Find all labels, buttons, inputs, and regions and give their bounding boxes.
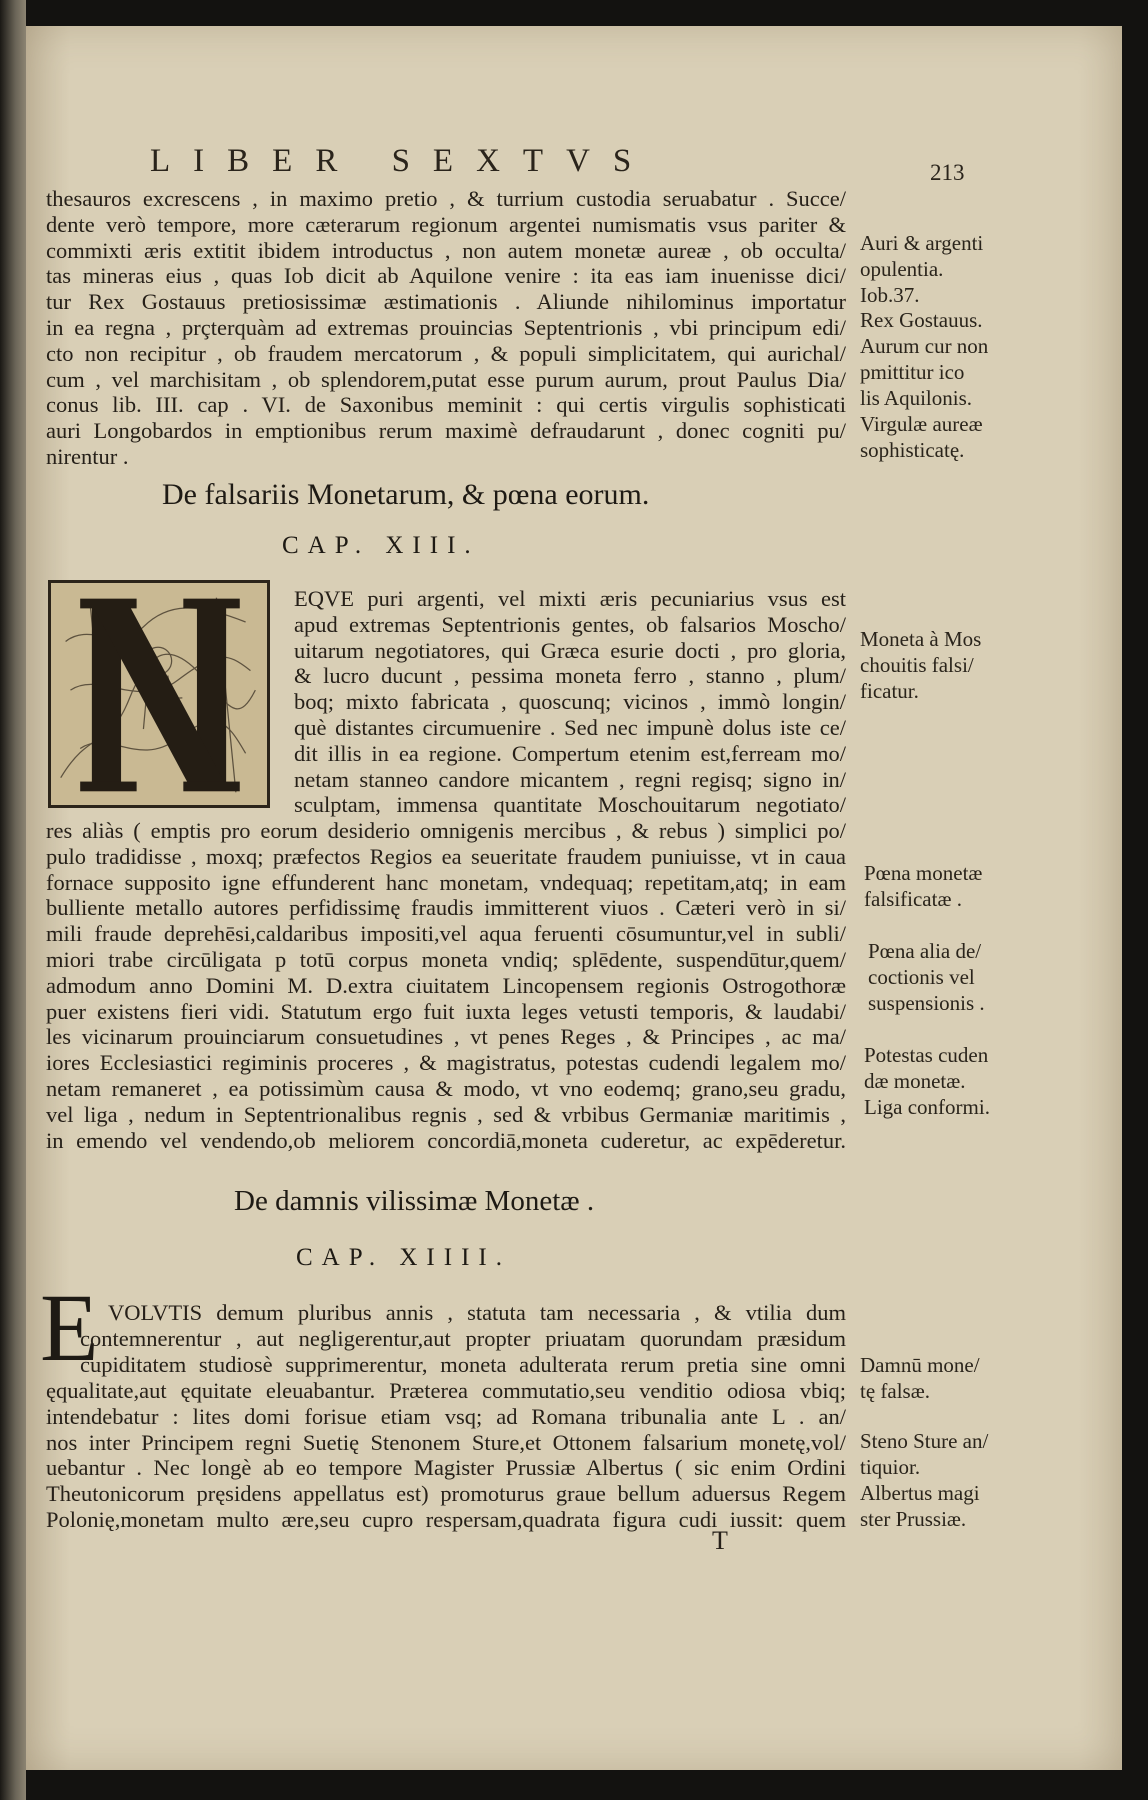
margin-note-line: Moneta à Mos xyxy=(860,627,982,651)
text-line: admodum anno Domini M. D.extra ciuitatem Lincopensem regionis Ostrogothoræ xyxy=(46,972,846,998)
text-line: pulo tradidisse , moxq; præfectos Regios ea seueritate fraudem puniuisse, vt in caua xyxy=(46,843,846,869)
folio-number: 213 xyxy=(930,160,965,185)
running-title: LIBER SEXTVS xyxy=(150,143,655,179)
margin-note xyxy=(868,938,1068,1016)
chapter-number-xiiii: CAP. XIIII. xyxy=(296,1244,511,1271)
margin-note xyxy=(860,626,1060,704)
margin-note-line: Liga conformi. xyxy=(864,1095,990,1119)
text-line: mili fraude deprehēsi,caldaribus impositi,vel aqua feruenti cōsumuntur,vel in subli/ xyxy=(46,921,846,947)
text-line: bulliente metallo autores perfidissimę fraudis immitterent viuos . Cæteri verò in si/ xyxy=(46,895,846,921)
text-line: cupiditatem studiosè supprimerentur, moneta adulterata rerum pretia sine omni xyxy=(80,1351,846,1377)
margin-note-line: tiquior. xyxy=(860,1455,921,1479)
text-line: cto non recipitur , ob fraudem mercatorum , & populi simplicitatem, qui aurichal/ xyxy=(46,340,846,366)
margin-note-line: sophisticatę. xyxy=(860,438,965,462)
margin-note-line: Auri & argenti xyxy=(860,231,984,255)
text-line: puer existens fieri vidi. Statutum ergo fuit iuxta leges vetusti temporis, & laudabi/ xyxy=(46,998,846,1024)
text-line: in ea regna , prçterquàm ad extremas prouincias Septentrionis , vbi principum edi/ xyxy=(46,314,846,340)
text-line: cum , vel marchisitam , ob splendorem,putat esse purum aurum, prout Paulus Dia/ xyxy=(46,366,846,392)
margin-note-line: tę falsæ. xyxy=(860,1379,930,1403)
margin-note-line: Albertus magi xyxy=(860,1481,980,1505)
margin-note-line: Rex Gostauus. xyxy=(860,308,983,332)
text-line: tur Rex Gostauus pretiosissimæ æstimationis . Aliunde nihilominus importatur xyxy=(46,289,846,315)
margin-note xyxy=(860,1428,1060,1480)
margin-note-line: chouitis falsi/ xyxy=(860,653,974,677)
text-line: nirentur . xyxy=(46,443,129,469)
margin-note-line: Virgulæ aureæ xyxy=(860,412,983,436)
text-line: contemnerentur , aut negligerentur,aut propter priuatam quorundam præsidum xyxy=(80,1326,846,1351)
margin-note xyxy=(860,282,1060,308)
text-line: netam remaneret , ea potissimùm causa & modo, vt vno eodemq; grano,seu gradu, xyxy=(46,1075,846,1101)
text-line: dente verò tempore, more cæterarum regionum argentei numismatis vsus pariter & xyxy=(46,211,846,237)
book-edge xyxy=(0,0,26,1800)
text-line: netam stanneo candore micantem , regni regisq; signo in/ xyxy=(294,766,846,792)
chapter-number-xiii: CAP. XIII. xyxy=(282,532,480,559)
margin-note-line: Pœna monetæ xyxy=(864,861,983,885)
margin-note-line: Aurum cur non xyxy=(860,334,989,358)
section-title-damnis: De damnis vilissimæ Monetæ . xyxy=(234,1185,595,1217)
text-line: vel liga , nedum in Septentrionalibus regnis , sed & vrbibus Germaniæ maritimis , xyxy=(46,1101,846,1127)
text-line: auri Longobardos in emptionibus rerum maximè defraudarunt , donec cogniti pu/ xyxy=(46,418,846,444)
margin-note xyxy=(860,307,1060,333)
margin-note xyxy=(864,860,1064,912)
margin-note-line: dæ monetæ. xyxy=(864,1069,966,1093)
text-line: ęqualitate,aut ęquitate eleuabantur. Præterea commutatio,seu venditio odiosa vbiq; xyxy=(46,1378,846,1403)
margin-note-line: Pœna alia de/ xyxy=(868,939,982,963)
text-line: intendebatur : lites domi forisue etiam vsq; ad Romana tribunalia ante L . an/ xyxy=(46,1403,846,1429)
margin-note-line: lis Aquilonis. xyxy=(860,386,973,410)
section1-text xyxy=(46,818,846,1153)
text-line: fornace supposito igne effunderent hanc monetam, vndequaq; repetitam,atq; in eam xyxy=(46,869,846,895)
margin-note-line: coctionis vel xyxy=(868,965,975,989)
text-line: iores Ecclesiastici regiminis proceres , & magistratus, potestas cudendi legalem mo/ xyxy=(46,1050,846,1076)
text-line: & lucro ducunt , pessima moneta ferro , stanno , plum/ xyxy=(294,663,846,689)
section-title-falsariis: De falsariis Monetarum, & pœna eorum. xyxy=(162,478,650,511)
margin-note xyxy=(860,333,1060,411)
text-line: uitarum negotiatores, qui Græca esurie docti , pro gloria, xyxy=(294,637,846,663)
text-line: conus lib. III. cap . VI. de Saxonibus meminit : qui certis virgulis sophisticati xyxy=(46,392,846,418)
text-line: commixti æris extitit ibidem introductus , non autem monetæ aureæ , ob occulta/ xyxy=(46,237,846,263)
ornamental-initial-n xyxy=(48,580,270,808)
margin-note-line: ficatur. xyxy=(860,679,919,703)
margin-note-line: pmittitur ico xyxy=(860,360,965,384)
margin-note xyxy=(860,230,1060,282)
text-line: Theutonicorum pręsidens appellatus est) promoturus graue bellum aduersus Regem xyxy=(46,1481,846,1507)
text-line: sculptam, immensa quantitate Moschouitarum negotiato/ xyxy=(294,792,846,818)
text-line: miori trabe circūligata p totū corpus moneta vndiq; splēdente, suspendūtur,quem/ xyxy=(46,946,846,972)
initial-letter-e: E xyxy=(40,1274,99,1381)
section2-first-line xyxy=(108,1300,846,1326)
text-line: thesauros excrescens , in maximo pretio , & turrium custodia seruabatur . Succe/ xyxy=(46,186,846,211)
text-line: VOLVTIS demum pluribus annis , statuta tam necessaria , & vtilia dum xyxy=(108,1300,846,1325)
margin-note-line: opulentia. xyxy=(860,257,944,281)
text-line: Polonię,monetam multo ære,seu cupro respersam,quadrata figura cudi iussit: quem xyxy=(46,1506,846,1532)
margin-note-line: ster Prussiæ. xyxy=(860,1507,967,1531)
text-line: nos inter Principem regni Suetię Stenonem Sture,et Ottonem falsarium monetę,vol/ xyxy=(46,1429,846,1455)
text-line: res aliàs ( emptis pro eorum desiderio omnigenis mercibus , & rebus ) simplici po/ xyxy=(46,818,846,843)
top-paragraph xyxy=(46,186,846,470)
margin-note xyxy=(864,1042,1064,1120)
margin-note xyxy=(860,411,1060,463)
text-line: in emendo vel vendendo,ob meliorem concordiā,moneta cuderetur, ac expēderetur. xyxy=(46,1127,846,1153)
margin-note-line: falsificatæ . xyxy=(864,887,962,911)
text-line: dit illis in ea regione. Compertum etenim est,ferream mo/ xyxy=(294,740,846,766)
margin-note-line: Potestas cuden xyxy=(864,1043,989,1067)
text-line: boq; mixto fabricata , quoscunq; vicinos , immò longin/ xyxy=(294,689,846,715)
margin-note-line: Iob.37. xyxy=(860,283,920,307)
text-line: les vicinarum prouinciarum consuetudines , vt penes Reges , & Principes , ac ma/ xyxy=(46,1024,846,1050)
signature-mark: T xyxy=(712,1526,728,1555)
text-line: tas mineras eius , quas Iob dicit ab Aquilone venire : ita eas iam inuenisse dici/ xyxy=(46,263,846,289)
text-line: què distantes circumuenire . Sed nec impunè dolus iste ce/ xyxy=(294,714,846,740)
text-line: EQVE puri argenti, vel mixti æris pecuniarius vsus est xyxy=(294,586,846,611)
margin-note-line: Damnū mone/ xyxy=(860,1353,980,1377)
margin-note xyxy=(860,1352,1060,1404)
text-line: apud extremas Septentrionis gentes, ob falsarios Moscho/ xyxy=(294,611,846,637)
text-line: uebantur . Nec longè ab eo tempore Magister Prussiæ Albertus ( sic enim Ordini xyxy=(46,1455,846,1481)
margin-note-line: suspensionis . xyxy=(868,991,985,1015)
section1-indented-text xyxy=(294,586,846,818)
section2-indented-text xyxy=(80,1326,846,1378)
section2-text xyxy=(46,1378,846,1533)
margin-note-line: Steno Sture an/ xyxy=(860,1429,989,1453)
margin-note xyxy=(860,1480,1060,1532)
